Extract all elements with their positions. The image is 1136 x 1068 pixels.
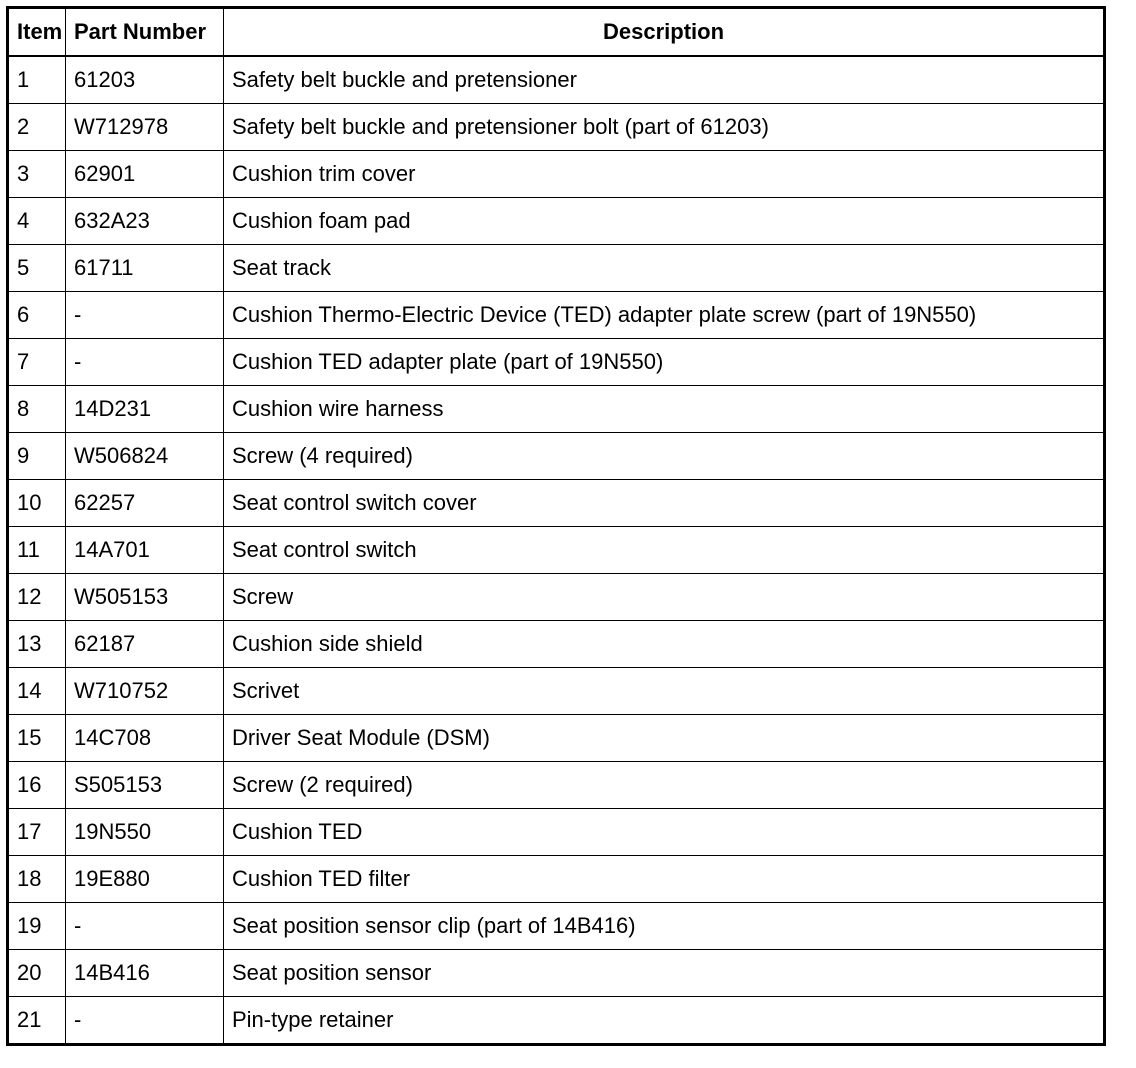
cell-part-number: 62187 [66,621,224,668]
cell-item: 9 [8,433,66,480]
cell-item: 19 [8,903,66,950]
cell-part-number: - [66,903,224,950]
cell-part-number: W506824 [66,433,224,480]
cell-part-number: 19N550 [66,809,224,856]
cell-item: 8 [8,386,66,433]
cell-description: Cushion TED adapter plate (part of 19N550) [224,339,1105,386]
cell-part-number: 61711 [66,245,224,292]
table-row [8,668,1105,715]
cell-item: 13 [8,621,66,668]
header-description: Description [224,8,1105,57]
cell-description: Cushion trim cover [224,151,1105,198]
cell-part-number: 14D231 [66,386,224,433]
table-row [8,339,1105,386]
cell-part-number: 14B416 [66,950,224,997]
cell-item: 14 [8,668,66,715]
cell-description: Screw (2 required) [224,762,1105,809]
table-row [8,104,1105,151]
cell-part-number: 61203 [66,56,224,104]
cell-item: 18 [8,856,66,903]
cell-part-number: W712978 [66,104,224,151]
cell-description: Seat position sensor [224,950,1105,997]
cell-item: 3 [8,151,66,198]
cell-part-number: - [66,339,224,386]
cell-description: Driver Seat Module (DSM) [224,715,1105,762]
cell-item: 11 [8,527,66,574]
table-header-row [8,8,1105,57]
cell-item: 16 [8,762,66,809]
cell-item: 1 [8,56,66,104]
cell-part-number: 62257 [66,480,224,527]
cell-description: Scrivet [224,668,1105,715]
table-row [8,56,1105,104]
cell-part-number: - [66,292,224,339]
cell-part-number: 14C708 [66,715,224,762]
cell-description: Cushion foam pad [224,198,1105,245]
cell-description: Cushion TED filter [224,856,1105,903]
cell-item: 10 [8,480,66,527]
table-row [8,198,1105,245]
cell-item: 17 [8,809,66,856]
cell-item: 20 [8,950,66,997]
cell-description: Cushion side shield [224,621,1105,668]
cell-item: 6 [8,292,66,339]
table-row [8,386,1105,433]
cell-description: Cushion TED [224,809,1105,856]
table-row [8,245,1105,292]
cell-part-number: 19E880 [66,856,224,903]
table-row [8,433,1105,480]
cell-part-number: 62901 [66,151,224,198]
table-row [8,762,1105,809]
table-row [8,527,1105,574]
cell-description: Seat track [224,245,1105,292]
cell-description: Seat control switch cover [224,480,1105,527]
cell-description: Pin-type retainer [224,997,1105,1045]
cell-item: 7 [8,339,66,386]
table-row [8,809,1105,856]
table-row [8,903,1105,950]
table-body [8,56,1105,1045]
cell-part-number: W710752 [66,668,224,715]
cell-part-number: 14A701 [66,527,224,574]
cell-description: Seat position sensor clip (part of 14B416) [224,903,1105,950]
header-part-number: Part Number [66,8,224,57]
cell-item: 21 [8,997,66,1045]
table-row [8,574,1105,621]
cell-part-number: S505153 [66,762,224,809]
cell-description: Cushion Thermo-Electric Device (TED) adapter plate screw (part of 19N550) [224,292,1105,339]
cell-description: Screw (4 required) [224,433,1105,480]
cell-description: Screw [224,574,1105,621]
cell-description: Safety belt buckle and pretensioner [224,56,1105,104]
cell-part-number: - [66,997,224,1045]
cell-part-number: W505153 [66,574,224,621]
cell-item: 4 [8,198,66,245]
cell-item: 2 [8,104,66,151]
cell-item: 12 [8,574,66,621]
header-item: Item [8,8,66,57]
table-row [8,856,1105,903]
cell-description: Safety belt buckle and pretensioner bolt (part of 61203) [224,104,1105,151]
table-row [8,621,1105,668]
cell-description: Cushion wire harness [224,386,1105,433]
cell-item: 5 [8,245,66,292]
cell-description: Seat control switch [224,527,1105,574]
table-row [8,292,1105,339]
table-row [8,997,1105,1045]
table-row [8,950,1105,997]
parts-table [6,6,1106,1046]
table-row [8,715,1105,762]
table-row [8,480,1105,527]
cell-part-number: 632A23 [66,198,224,245]
cell-item: 15 [8,715,66,762]
table-row [8,151,1105,198]
